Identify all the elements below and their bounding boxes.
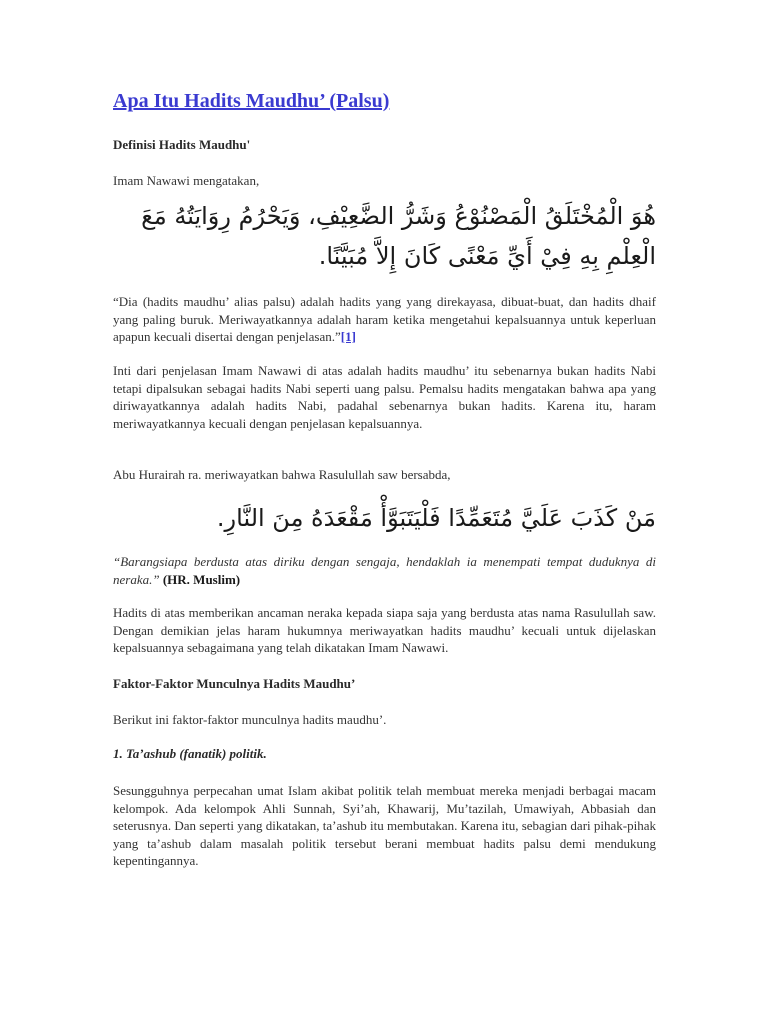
factors-intro-paragraph: Berikut ini faktor-faktor munculnya hadits maudhu’.: [113, 712, 387, 727]
footnote-ref-link[interactable]: [1]: [340, 329, 356, 344]
section-heading-definition: Definisi Hadits Maudhu': [113, 137, 251, 152]
hadith-translation-paragraph: [113, 553, 656, 588]
intro-paragraph: Imam Nawawi mengatakan,: [113, 173, 260, 188]
hadith-source: (HR. Muslim): [162, 571, 241, 587]
arabic-hadith: مَنْ كَذَبَ عَلَيَّ مُتَعَمِّدًا فَلْيَتَبَوَّأْ مَقْعَدَهُ مِنَ النَّارِ.: [216, 504, 656, 532]
section-heading-factors: Faktor-Faktor Munculnya Hadits Maudhu’: [113, 676, 356, 691]
explanation-paragraph: Inti dari penjelasan Imam Nawawi di atas adalah hadits maudhu’ itu sebenarnya bukan hadits Nabi tetapi dipalsukan sebagai hadits Nabi seperti uang palsu. Pemalsu hadits mengatakan bahwa apa yang diriwayatkannya adalah hadits Nabi, padahal sebenarnya bukan hadits. Karena itu, haram meriwayatkannya kecuali dengan penjelasan kepalsuannya.: [113, 363, 656, 431]
factor-1-body: Sesungguhnya perpecahan umat Islam akibat politik telah membuat mereka menjadi berbagai macam kelompok. Ada kelompok Ahli Sunnah, Syi’ah, Khawarij, Mu’tazilah, Umawiyah, Abbasiah dan seterusnya. Dan seperti yang dikatakan, ta’ashub itu membutakan. Karena itu, sebagian dari pihak-pihak yang ta’ashub dalam masalah politik tersebut berani membuat hadits palsu demi mendukung kepentingannya.: [113, 783, 656, 868]
factor-1-heading: 1. Ta’ashub (fanatik) politik.: [113, 746, 267, 761]
translation-paragraph: [113, 293, 656, 346]
arabic-quote-nawawi: هُوَ الْمُخْتَلَقُ الْمَصْنُوْعُ وَشَرُّ الضَّعِيْفِ، وَيَحْرُمُ رِوَايَتُهُ مَعَ الْعِلْمِ بِهِ فِيْ أَيِّ مَعْنًى كَانَ إِلاَّ مُبَيَّنًا.: [141, 202, 656, 270]
hadith-translation-text: “Barangsiapa berdusta atas diriku dengan sengaja, hendaklah ia menempati tempat duduknya di neraka.”: [113, 554, 656, 587]
hadith-intro-paragraph: Abu Hurairah ra. meriwayatkan bahwa Rasulullah saw bersabda,: [113, 467, 451, 482]
translation-text: “Dia (hadits maudhu’ alias palsu) adalah hadits yang yang direkayasa, dibuat-buat, dan hadits dhaif yang paling buruk. Meriwayatkannya adalah haram ketika mengetahui kepalsuannya untuk keperluan apapun kecuali disertai dengan penjelasan.”: [113, 294, 656, 344]
page-title[interactable]: Apa Itu Hadits Maudhu’ (Palsu): [113, 90, 390, 112]
hadith-note-paragraph: Hadits di atas memberikan ancaman neraka kepada siapa saja yang berdusta atas nama Rasulullah saw. Dengan demikian jelas haram hukumnya meriwayatkan hadits maudhu’ kecuali untuk dijelaskan kepalsuannya sebagaimana yang telah dikatakan Imam Nawawi.: [113, 605, 656, 655]
